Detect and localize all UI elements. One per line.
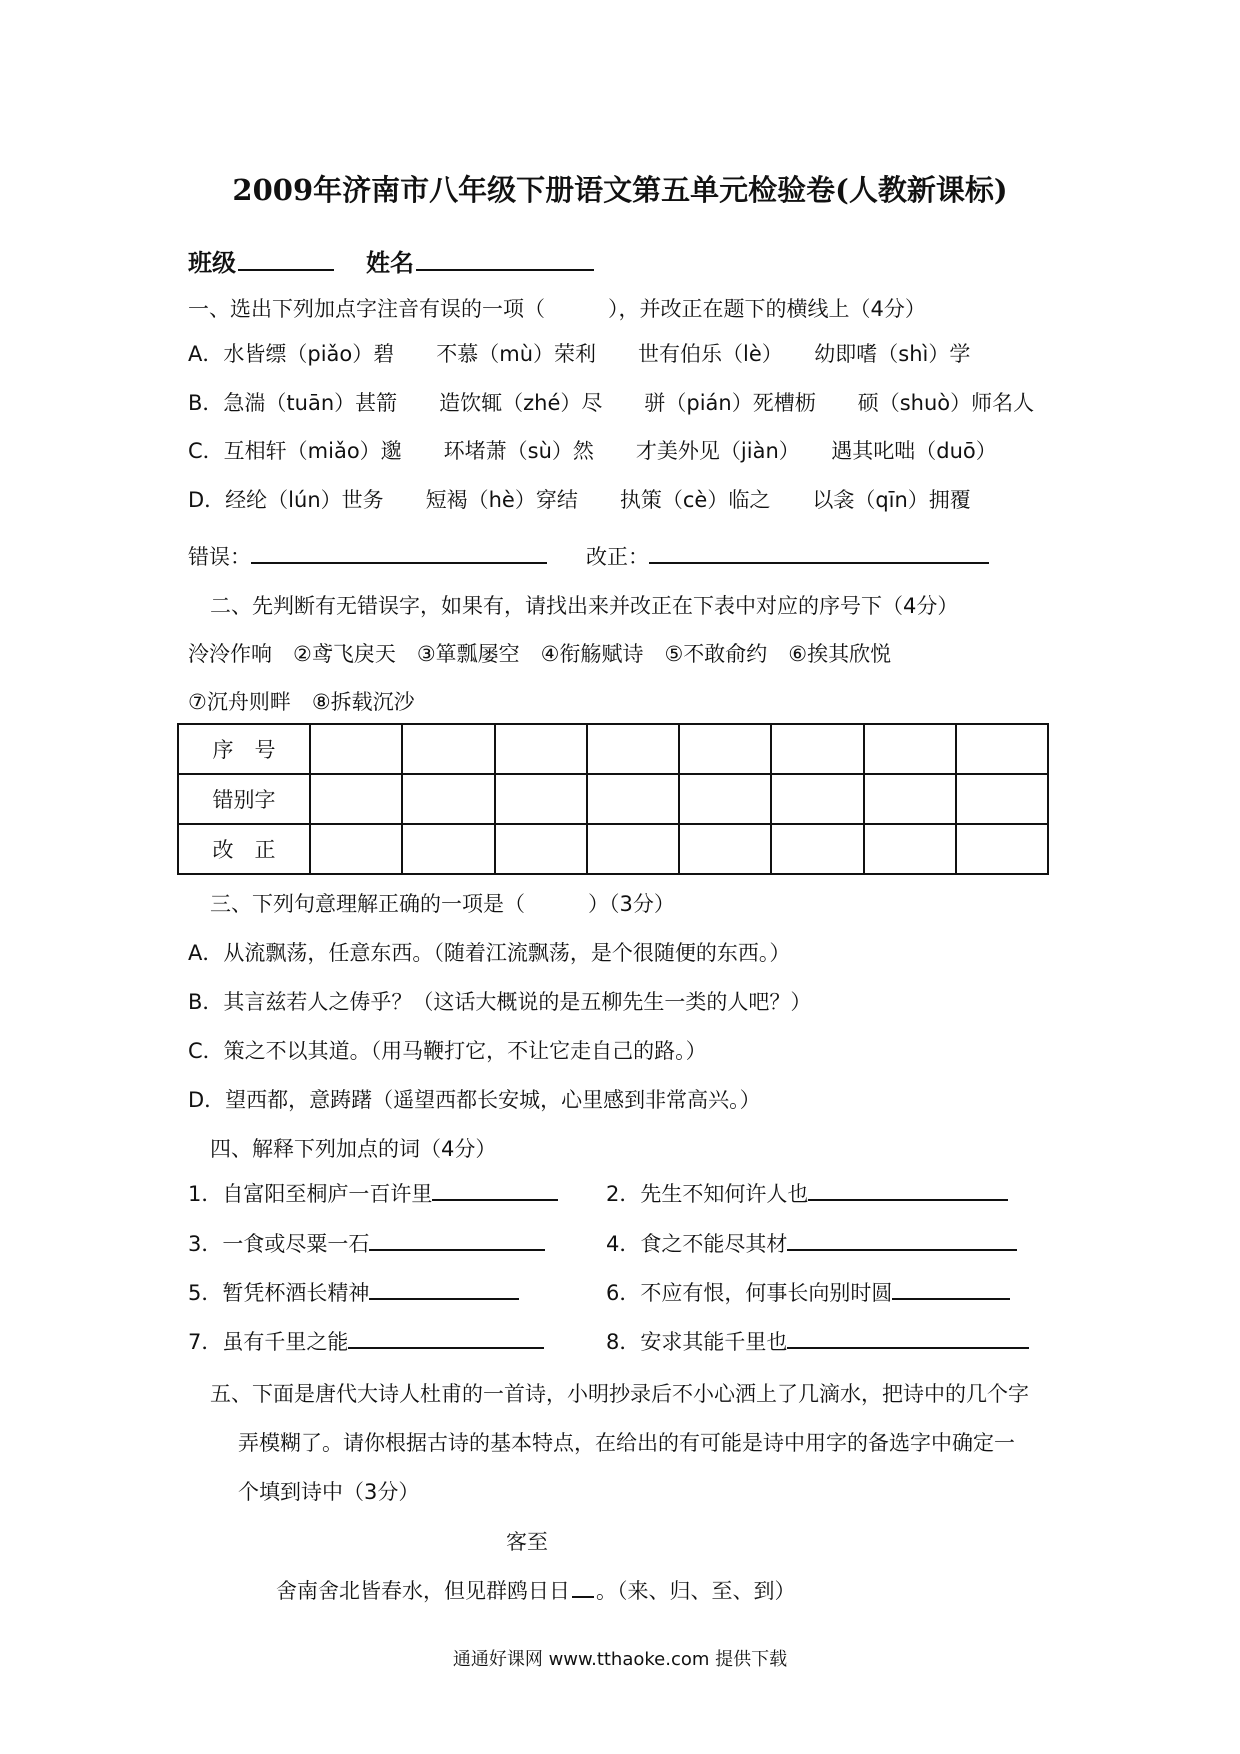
table-row <box>178 824 1048 874</box>
table-cell[interactable] <box>864 724 956 774</box>
q3-option-d: D．望西都，意踌躇（遥望西都长安城，心里感到非常高兴。） <box>188 1088 761 1112</box>
table-cell[interactable] <box>402 774 494 824</box>
q1-error-field <box>188 541 547 571</box>
poem-line-text: 舍南舍北皆春水，但见群鸥日日 <box>276 1579 570 1603</box>
table-cell[interactable] <box>679 824 771 874</box>
q1-option-c: C．互相轩（miǎo）邈 环堵萧（sù）然 才美外见（jiàn） 遇其叱咄（duō） <box>188 439 997 463</box>
page-footer: 通通好课网 www.tthaoke.com 提供下载 <box>452 1649 788 1670</box>
q1-prompt: 一、选出下列加点字注音有误的一项（ ），并改正在题下的横线上（4分） <box>188 297 926 321</box>
q3-option-b: B．其言兹若人之俦乎？（这话大概说的是五柳先生一类的人吧？） <box>188 990 812 1014</box>
q4-answer-blank[interactable] <box>892 1278 1010 1300</box>
q4-item <box>188 1277 519 1307</box>
q5-prompt-line2: 弄模糊了。请你根据古诗的基本特点，在给出的有可能是诗中用字的备选字中确定一 <box>238 1431 1015 1455</box>
q4-item-text: 3．一食或尽粟一石 <box>188 1232 370 1256</box>
q4-item <box>188 1228 545 1258</box>
q1-option-d: D．经纶（lún）世务 短褐（hè）穿结 执策（cè）临之 以衾（qīn）拥覆 <box>188 488 971 512</box>
name-field <box>366 243 594 278</box>
q1-fix-label: 改正： <box>586 545 649 569</box>
q4-item-text: 6．不应有恨，何事长向别时圆 <box>606 1281 893 1305</box>
table-cell[interactable] <box>310 774 402 824</box>
table-header-cell: 错别字 <box>178 774 310 824</box>
q1-error-blank[interactable] <box>251 542 547 564</box>
name-label: 姓名 <box>366 249 414 277</box>
q1-fix-field <box>586 541 989 571</box>
q2-answer-table <box>177 723 1049 875</box>
q3-option-a: A．从流飘荡，任意东西。（随着江流飘荡，是个很随便的东西。） <box>188 941 791 965</box>
q4-answer-blank[interactable] <box>787 1229 1017 1251</box>
class-blank[interactable] <box>238 247 334 271</box>
q4-item-text: 7．虽有千里之能 <box>188 1330 349 1354</box>
poem-line <box>276 1575 796 1605</box>
table-header-cell: 序 号 <box>178 724 310 774</box>
table-row <box>178 774 1048 824</box>
table-cell[interactable] <box>864 774 956 824</box>
q4-item <box>606 1326 1029 1356</box>
table-cell[interactable] <box>310 724 402 774</box>
q4-answer-blank[interactable] <box>348 1327 544 1349</box>
q1-option-a: A．水皆缥（piǎo）碧 不慕（mù）荣利 世有伯乐（lè） 幼即嗜（shì）学 <box>188 342 971 366</box>
q5-prompt-line1: 五、下面是唐代大诗人杜甫的一首诗，小明抄录后不小心洒上了几滴水，把诗中的几个字 <box>210 1382 1029 1406</box>
q4-item <box>606 1277 1010 1307</box>
q4-item-text: 5．暂凭杯酒长精神 <box>188 1281 370 1305</box>
q4-item-text: 8．安求其能千里也 <box>606 1330 788 1354</box>
q3-option-c: C．策之不以其道。（用马鞭打它，不让它走自己的路。） <box>188 1039 707 1063</box>
table-cell[interactable] <box>771 824 863 874</box>
table-cell[interactable] <box>495 724 587 774</box>
q4-answer-blank[interactable] <box>432 1179 558 1201</box>
q3-prompt: 三、下列句意理解正确的一项是（ ）（3分） <box>210 892 675 916</box>
q4-item-text: 2．先生不知何许人也 <box>606 1182 809 1206</box>
table-cell[interactable] <box>956 824 1048 874</box>
table-cell[interactable] <box>587 724 679 774</box>
table-cell[interactable] <box>587 824 679 874</box>
table-cell[interactable] <box>771 724 863 774</box>
table-cell[interactable] <box>495 774 587 824</box>
table-cell[interactable] <box>679 724 771 774</box>
table-row <box>178 724 1048 774</box>
q4-item-text: 4．食之不能尽其材 <box>606 1232 788 1256</box>
table-cell[interactable] <box>495 824 587 874</box>
table-cell[interactable] <box>310 824 402 874</box>
q2-list-line1: 泠泠作响 ②鸢飞戾天 ③箪瓢屡空 ④衔觞赋诗 ⑤不敢俞约 ⑥挨其欣悦 <box>188 642 892 666</box>
q4-item <box>188 1326 544 1356</box>
q1-fix-blank[interactable] <box>649 542 989 564</box>
q2-prompt: 二、先判断有无错误字，如果有，请找出来并改正在下表中对应的序号下（4分） <box>210 594 959 618</box>
q4-item <box>606 1178 1008 1208</box>
table-cell[interactable] <box>771 774 863 824</box>
table-cell[interactable] <box>402 724 494 774</box>
name-blank[interactable] <box>416 247 594 271</box>
page-title: 2009年济南市八年级下册语文第五单元检验卷(人教新课标) <box>232 173 1008 207</box>
poem-title: 客至 <box>506 1530 548 1554</box>
q4-prompt: 四、解释下列加点的词（4分） <box>210 1137 497 1161</box>
class-label: 班级 <box>188 249 236 277</box>
q5-prompt-line3: 个填到诗中（3分） <box>238 1480 420 1504</box>
table-cell[interactable] <box>679 774 771 824</box>
poem-blank[interactable] <box>572 1578 594 1598</box>
class-field <box>188 243 334 278</box>
table-cell[interactable] <box>956 724 1048 774</box>
q4-item <box>606 1228 1017 1258</box>
table-cell[interactable] <box>402 824 494 874</box>
table-cell[interactable] <box>587 774 679 824</box>
q4-answer-blank[interactable] <box>369 1229 545 1251</box>
q4-item <box>188 1178 558 1208</box>
table-cell[interactable] <box>956 774 1048 824</box>
q4-answer-blank[interactable] <box>808 1179 1008 1201</box>
q2-list-line2: ⑦沉舟则畔 ⑧拆载沉沙 <box>188 690 415 714</box>
table-header-cell: 改 正 <box>178 824 310 874</box>
q4-answer-blank[interactable] <box>369 1278 519 1300</box>
q1-option-b: B．急湍（tuān）甚箭 造饮辄（zhé）尽 骈（pián）死槽枥 硕（shuò）师名人 <box>188 391 1035 415</box>
q4-answer-blank[interactable] <box>787 1327 1029 1349</box>
poem-line-options: 。（来、归、至、到） <box>596 1579 796 1603</box>
q4-item-text: 1．自富阳至桐庐一百许里 <box>188 1182 433 1206</box>
q1-error-label: 错误： <box>188 545 251 569</box>
table-cell[interactable] <box>864 824 956 874</box>
